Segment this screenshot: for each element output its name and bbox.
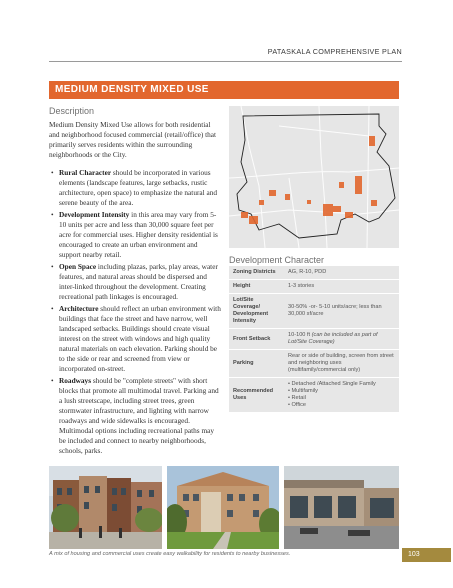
page-header [0,47,453,61]
row-value: AG, R-10, PDD [284,266,399,280]
bullet-item [49,262,221,302]
description-intro: Medium Density Mixed Use allows for both residential and neighborhood focused commercial (retail/office) that primarily serves residents within the surrounding neighborhoods or the City. [49,120,217,159]
setback-value: 10-100 ft [288,332,311,338]
row-label: Parking [229,350,284,378]
section-title: MEDIUM DENSITY MIXED USE [55,84,209,95]
bullet-text: including plazas, parks, play areas, water features, and natural areas should be dispersed and inter-linked throughout the development. Creating recreational path linkages is encouraged. [59,262,218,301]
bullet-item [49,210,221,260]
development-heading: Development Character [229,255,325,265]
photo-retail [284,466,399,549]
setback-note: (can be included as part of Lot/Site Coverage) [288,332,378,345]
row-label: Recommended Uses [229,378,284,413]
row-label: Front Setback [229,329,284,350]
development-table [229,266,399,413]
bullet-icon: • [51,168,54,177]
page-number-tab [402,548,451,562]
table-row [229,378,399,413]
map-graphic [229,106,399,248]
row-label: Height [229,280,284,294]
table-row [229,329,399,350]
bullet-text: should be "complete streets" with short blocks that promote all multimodal travel. Parking and a lush streetscape, including street trees, green stormwater infrastructure, and lighting with narrow roadways and wide sidewalks is encouraged. Multimodal options including recreational paths may be included and connect to nearby neighborhoods, schools, parks. [59,376,219,455]
row-label: Lot/Site Coverage/ Development Intensity [229,294,284,329]
description-bullets [49,168,221,458]
bullet-title: Roadways [59,376,92,385]
photo-caption: A mix of housing and commercial uses create easy walkability for residents to nearby businesses. [49,551,291,557]
bullet-title: Architecture [59,304,99,313]
bullet-item [49,304,221,374]
list-item: • Office [288,402,395,409]
location-map [229,106,399,248]
header-divider [49,61,402,62]
recommended-uses-list [288,381,395,409]
section-banner [49,81,399,99]
bullet-icon: • [51,262,54,271]
row-label: Zoning Districts [229,266,284,280]
photo-townhouses [49,466,162,549]
page-number: 103 [408,551,420,558]
bullet-title: Rural Character [59,168,112,177]
bullet-item [49,168,221,208]
list-item: • Detached /Attached Single Family [288,381,395,388]
list-item: • Multifamily [288,388,395,395]
table-row [229,350,399,378]
bullet-text: should reflect an urban environment with buildings that face the street and have narrow, well landscaped setbacks. Buildings should create visual interest on the street with windows and high quality natural materials on each elevation. Parking should be to the side or rear and screened from view or incorporated on-street. [59,304,221,373]
row-value [284,329,399,350]
row-value [284,378,399,413]
table-row [229,266,399,280]
photo-apartments [167,466,279,549]
bullet-title: Development Intensity [59,210,130,219]
list-item: • Retail [288,395,395,402]
row-value: 1-3 stories [284,280,399,294]
row-value: Rear or side of building, screen from street and neighboring uses (multifamily/commercial only) [284,350,399,378]
table-row [229,294,399,329]
bullet-text: in this area may vary from 5-10 units per acre and less than 30,000 square feet per acre for commercial uses. Higher density residential is encouraged to create an urban environment and support nearby retail. [59,210,218,259]
bullet-item [49,376,221,456]
bullet-icon: • [51,210,54,219]
description-heading: Description [49,106,95,116]
bullet-icon: • [51,304,54,313]
table-row [229,280,399,294]
bullet-icon: • [51,376,54,385]
row-value: 30-50% -or- 5-10 units/acre; less than 30,000 sf/acre [284,294,399,329]
bullet-text: should be incorporated in various elements (landscape features, large setbacks, rustic architecture, open space) to emphasize the natural and serene beauty of the area. [59,168,218,207]
bullet-title: Open Space [59,262,97,271]
document-title: PATASKALA COMPREHENSIVE PLAN [267,47,402,56]
